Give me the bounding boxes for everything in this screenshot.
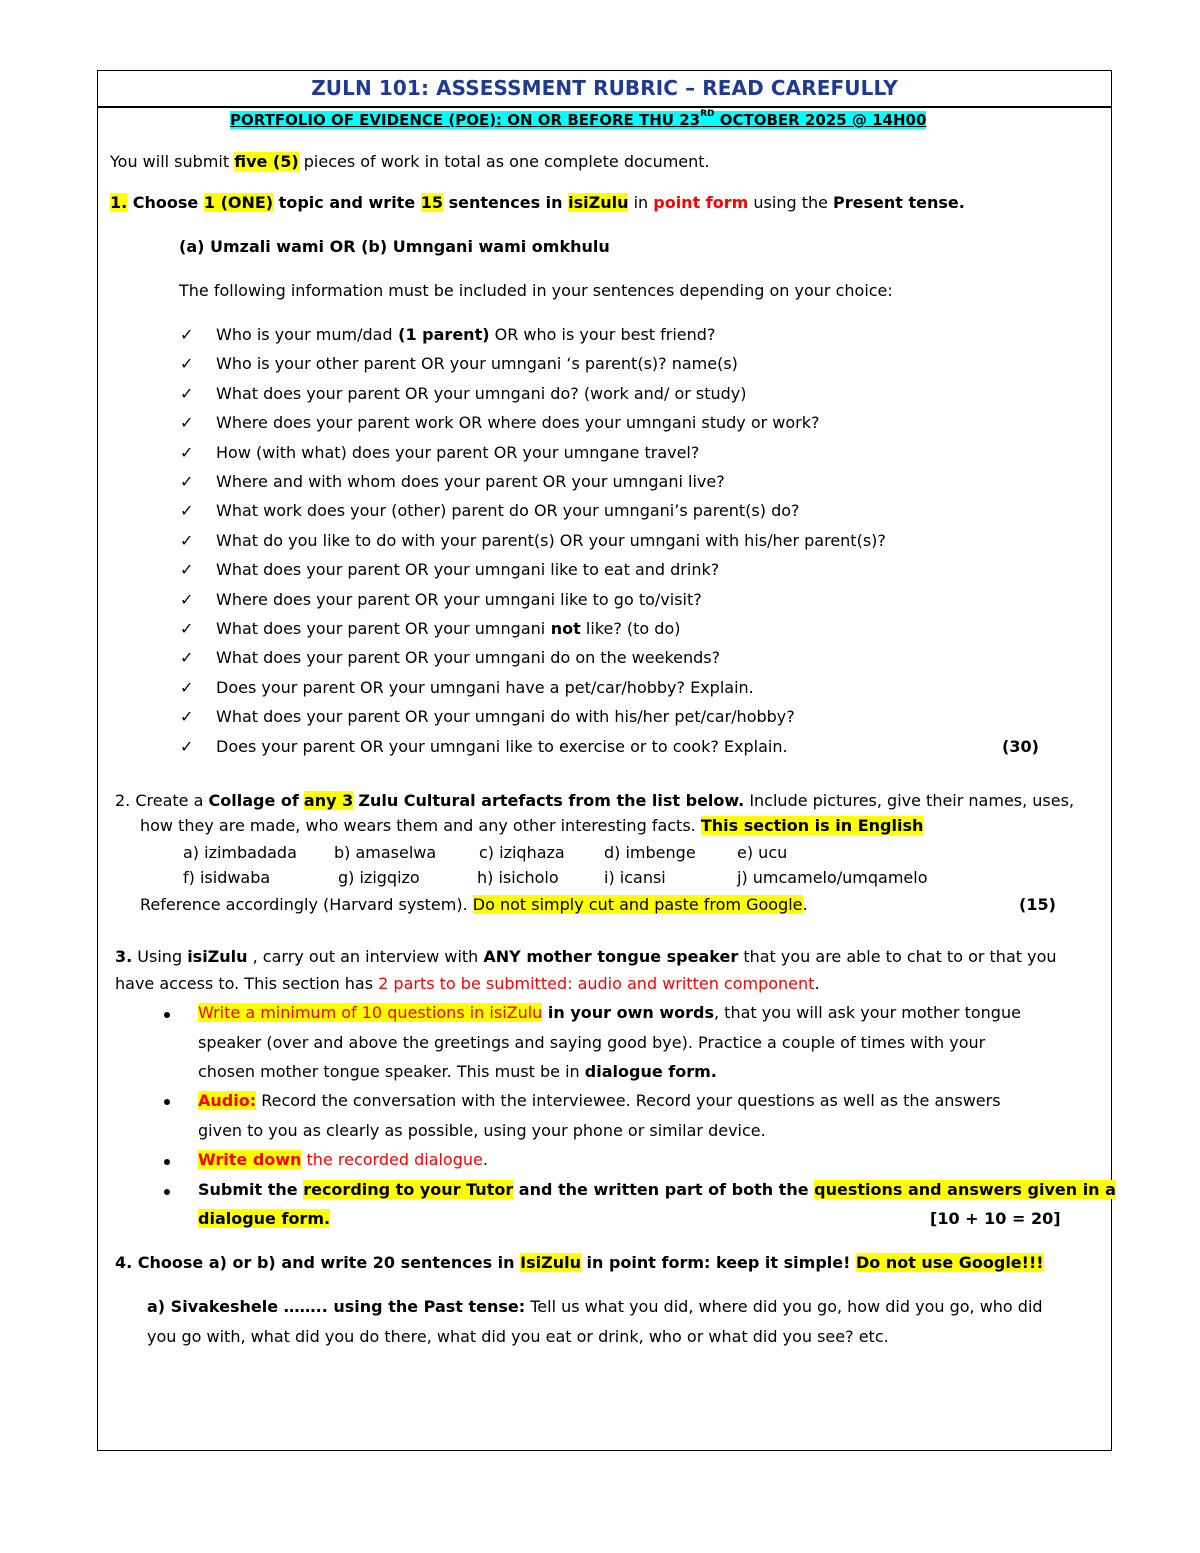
q1-checklist-item: Where does your parent OR your umngani like to go to/visit?	[216, 590, 702, 609]
q1-marks: (30)	[1002, 737, 1039, 756]
q1-checklist-item: Does your parent OR your umngani like to exercise or to cook? Explain.	[216, 737, 788, 756]
artefact-item: f) isidwaba	[183, 868, 271, 887]
q1-heading: 1. Choose 1 (ONE) topic and write 15 sentences in isiZulu in point form using the Present tense.	[110, 193, 965, 212]
artefact-item: j) umcamelo/umqamelo	[737, 868, 928, 887]
q3-bullet-4: Submit the recording to your Tutor and the written part of both the questions and answers given in a	[198, 1180, 1116, 1199]
q1-topics: (a) Umzali wami OR (b) Umngani wami omkhulu	[179, 237, 610, 256]
bullet-dot	[164, 1012, 170, 1018]
check-icon: ✓	[180, 413, 194, 432]
intro-line: You will submit five (5) pieces of work in total as one complete document.	[110, 152, 710, 171]
poe-deadline-text: PORTFOLIO OF EVIDENCE (POE): ON OR BEFORE THU 23RD OCTOBER 2025 @ 14H00	[230, 109, 927, 129]
q2-line2: how they are made, who wears them and any other interesting facts. This section is in English	[140, 816, 924, 835]
q4-heading: 4. Choose a) or b) and write 20 sentences in IsiZulu in point form: keep it simple! Do not use Google!!!	[115, 1253, 1044, 1272]
q3-marks: [10 + 10 = 20]	[930, 1209, 1061, 1228]
q1-checklist-item: What does your parent OR your umngani do with his/her pet/car/hobby?	[216, 707, 795, 726]
q3-bullet-4-line2: dialogue form.	[198, 1209, 331, 1228]
artefact-item: e) ucu	[737, 843, 788, 862]
artefact-item: c) iziqhaza	[479, 843, 565, 862]
q1-info: The following information must be included in your sentences depending on your choice:	[179, 281, 893, 300]
check-icon: ✓	[180, 590, 194, 609]
q1-checklist-item: Where and with whom does your parent OR your umngani live?	[216, 472, 725, 491]
q1-checklist-item: Who is your other parent OR your umngani ‘s parent(s)? name(s)	[216, 354, 738, 373]
q2-marks: (15)	[1019, 895, 1056, 914]
q1-checklist-item: What does your parent OR your umngani like to eat and drink?	[216, 560, 720, 579]
artefact-item: b) amaselwa	[334, 843, 437, 862]
bullet-dot	[164, 1099, 170, 1105]
q1-checklist-item: What does your parent OR your umngani not like? (to do)	[216, 619, 681, 638]
check-icon: ✓	[180, 325, 194, 344]
q1-checklist-item: What does your parent OR your umngani do on the weekends?	[216, 648, 721, 667]
artefact-item: d) imbenge	[604, 843, 696, 862]
q4-option-a-line2: you go with, what did you do there, what did you eat or drink, who or what did you see? etc.	[147, 1327, 889, 1346]
poe-deadline	[230, 111, 926, 130]
q1-checklist-item: Who is your mum/dad (1 parent) OR who is your best friend?	[216, 325, 716, 344]
q1-checklist-item: What work does your (other) parent do OR your umngani’s parent(s) do?	[216, 501, 800, 520]
check-icon: ✓	[180, 560, 194, 579]
q2-heading: 2. Create a Collage of any 3 Zulu Cultural artefacts from the list below. Include pictures, give their names, uses,	[115, 791, 1075, 810]
artefact-item: h) isicholo	[477, 868, 559, 887]
q3-bullet-1: Write a minimum of 10 questions in isiZulu in your own words, that you will ask your mother tongue	[198, 1003, 1021, 1022]
artefact-item: i) icansi	[604, 868, 666, 887]
rubric-frame	[97, 70, 1112, 1451]
q4-option-a: a) Sivakeshele …….. using the Past tense: Tell us what you did, where did you go, how did you go, who did	[147, 1297, 1043, 1316]
page-title: ZULN 101: ASSESSMENT RUBRIC – READ CAREFULLY	[311, 76, 898, 100]
bullet-dot	[164, 1189, 170, 1195]
q1-checklist-item: Does your parent OR your umngani have a pet/car/hobby? Explain.	[216, 678, 754, 697]
q1-checklist-item: What does your parent OR your umngani do? (work and/ or study)	[216, 384, 747, 403]
check-icon: ✓	[180, 648, 194, 667]
bullet-dot	[164, 1159, 170, 1165]
check-icon: ✓	[180, 501, 194, 520]
q1-checklist-item: Where does your parent work OR where does your umngani study or work?	[216, 413, 820, 432]
q1-checklist-item: What do you like to do with your parent(s) OR your umngani with his/her parent(s)?	[216, 531, 886, 550]
check-icon: ✓	[180, 384, 194, 403]
q3-bullet-1-line2: speaker (over and above the greetings and saying good bye). Practice a couple of times with your	[198, 1033, 986, 1052]
q3-bullet-3: Write down the recorded dialogue.	[198, 1150, 488, 1169]
check-icon: ✓	[180, 737, 194, 756]
check-icon: ✓	[180, 619, 194, 638]
q2-reference: Reference accordingly (Harvard system). Do not simply cut and paste from Google.	[140, 895, 808, 914]
q3-line2: have access to. This section has 2 parts to be submitted: audio and written component.	[115, 974, 820, 993]
check-icon: ✓	[180, 443, 194, 462]
check-icon: ✓	[180, 531, 194, 550]
q3-bullet-2: Audio: Record the conversation with the interviewee. Record your questions as well as the answers	[198, 1091, 1001, 1110]
check-icon: ✓	[180, 472, 194, 491]
q3-bullet-2-line2: given to you as clearly as possible, using your phone or similar device.	[198, 1121, 766, 1140]
artefact-item: a) izimbadada	[183, 843, 297, 862]
check-icon: ✓	[180, 678, 194, 697]
check-icon: ✓	[180, 354, 194, 373]
check-icon: ✓	[180, 707, 194, 726]
q3-heading: 3. Using isiZulu , carry out an interview with ANY mother tongue speaker that you are able to chat to or that you	[115, 947, 1057, 966]
q3-bullet-1-line3: chosen mother tongue speaker. This must be in dialogue form.	[198, 1062, 717, 1081]
artefact-item: g) izigqizo	[338, 868, 420, 887]
title-row	[98, 71, 1111, 108]
q1-checklist-item: How (with what) does your parent OR your umngane travel?	[216, 443, 700, 462]
